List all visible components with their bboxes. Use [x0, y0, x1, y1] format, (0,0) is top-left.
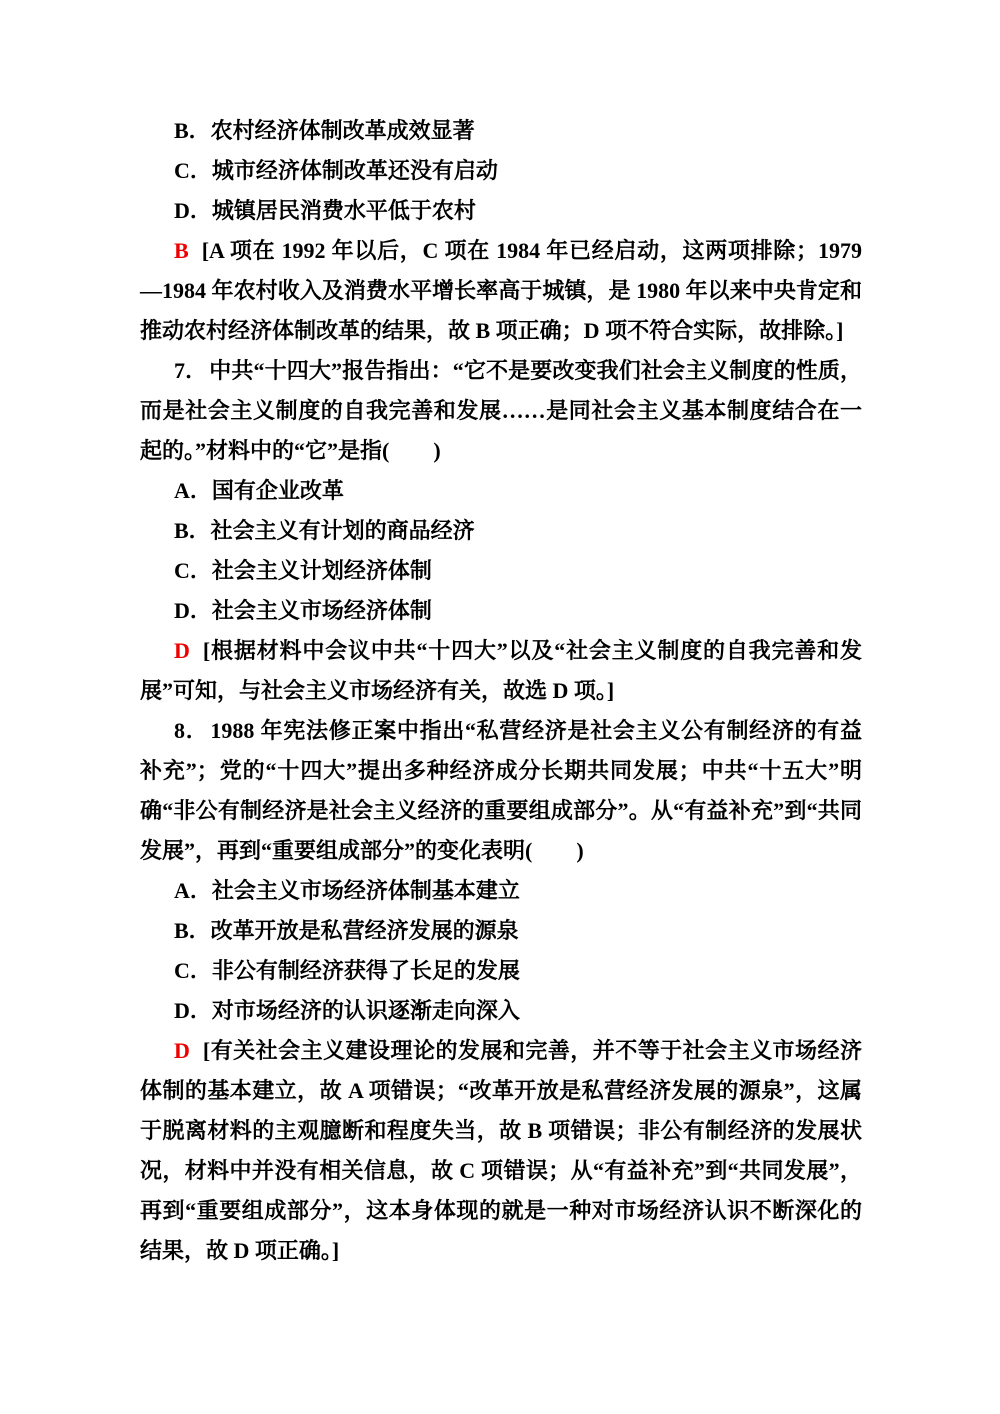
q7-option-d: D．社会主义市场经济体制	[174, 598, 432, 623]
q6-option-c: C．城市经济体制改革还没有启动	[174, 158, 498, 183]
q8-option-c: C．非公有制经济获得了长足的发展	[174, 958, 520, 983]
q7-option-b: B．社会主义有计划的商品经济	[174, 518, 475, 543]
question-8-stem	[140, 711, 862, 871]
q7-answer-letter: D	[174, 638, 190, 663]
q7-option-a: A．国有企业改革	[174, 478, 344, 503]
question-7-stem	[140, 351, 862, 471]
q7-answer	[140, 631, 862, 711]
question-8-number: 8．	[174, 718, 209, 743]
q6-answer	[140, 231, 862, 351]
question-7-number: 7．	[174, 358, 208, 383]
q6-answer-explanation: [A 项在 1992 年以后，C 项在 1984 年已经启动，这两项排除；1979—1984 年农村收入及消费水平增长率高于城镇，是 1980 年以来中央肯定和推动农村经济体制改革的结果，故 B 项正确；D 项不符合实际，故排除。]	[140, 238, 862, 343]
exam-text-column	[140, 111, 862, 1271]
q8-answer	[140, 1031, 862, 1271]
q8-option-d: D．对市场经济的认识逐渐走向深入	[174, 998, 520, 1023]
question-8-text: 1988 年宪法修正案中指出“私营经济是社会主义公有制经济的有益补充”；党的“十四大”提出多种经济成分长期共同发展；中共“十五大”明确“非公有制经济是社会主义经济的重要组成部分”。从“有益补充”到“共同发展”，再到“重要组成部分”的变化表明( )	[140, 718, 862, 863]
q8-answer-explanation: [有关社会主义建设理论的发展和完善，并不等于社会主义市场经济体制的基本建立，故 A 项错误；“改革开放是私营经济发展的源泉”，这属于脱离材料的主观臆断和程度失当，故 B 项错误；非公有制经济的发展状况，材料中并没有相关信息，故 C 项错误；从“有益补充”到“共同发展”，再到“重要组成部分”，这本身体现的就是一种对市场经济认识不断深化的结果，故 D 项正确。]	[140, 1038, 862, 1263]
q8-answer-letter: D	[174, 1038, 190, 1063]
q8-option-a: A．社会主义市场经济体制基本建立	[174, 878, 520, 903]
q8-option-b: B．改革开放是私营经济发展的源泉	[174, 918, 519, 943]
q7-answer-explanation: [根据材料中会议中共“十四大”以及“社会主义制度的自我完善和发展”可知，与社会主义市场经济有关，故选 D 项。]	[140, 638, 862, 703]
q6-answer-letter: B	[174, 238, 189, 263]
q7-option-c: C．社会主义计划经济体制	[174, 558, 432, 583]
q6-option-d: D．城镇居民消费水平低于农村	[174, 198, 476, 223]
q6-option-b: B．农村经济体制改革成效显著	[174, 118, 475, 143]
question-7-text: 中共“十四大”报告指出：“它不是要改变我们社会主义制度的性质，而是社会主义制度的自我完善和发展……是同社会主义基本制度结合在一起的。”材料中的“它”是指( )	[140, 358, 862, 463]
